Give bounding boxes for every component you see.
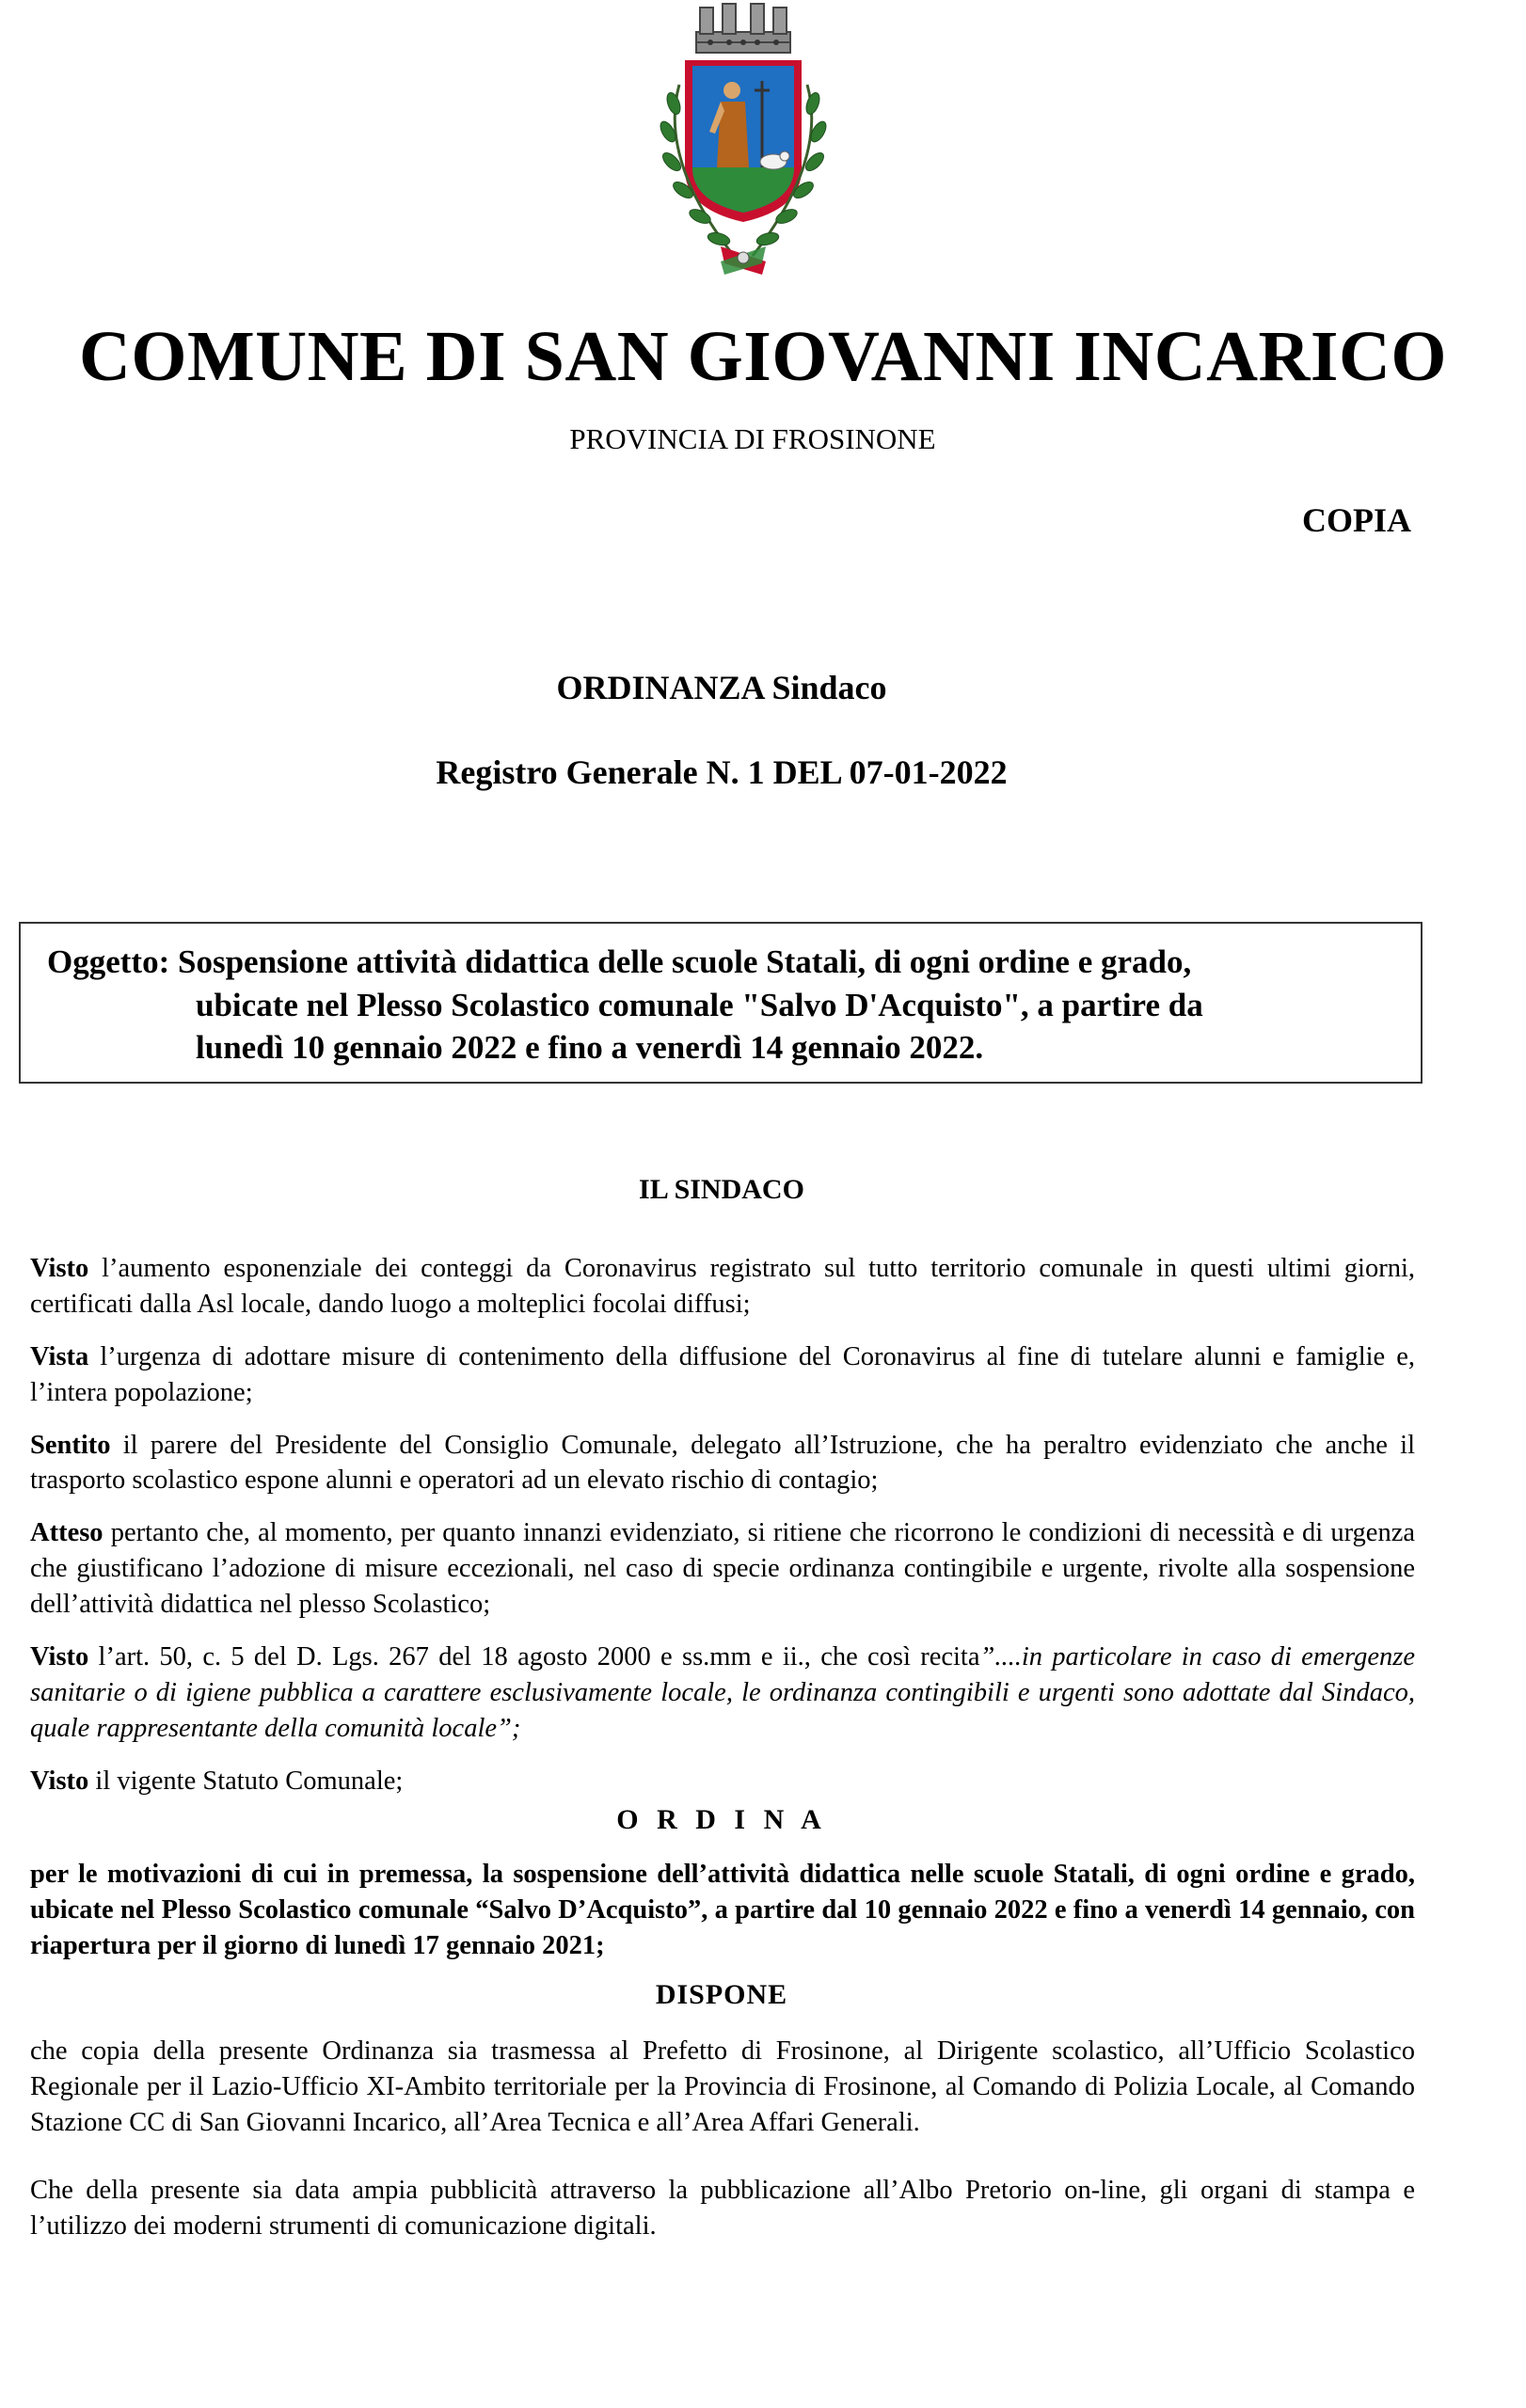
subject-label: Oggetto:	[47, 943, 170, 980]
registry-number: Registro Generale N. 1 DEL 07-01-2022	[436, 753, 1008, 791]
subject-line-2: ubicate nel Plesso Scolastico comunale "Salvo D'Acquisto", a partire da	[196, 986, 1203, 1023]
municipality-title: COMUNE DI SAN GIOVANNI INCARICO	[78, 317, 1447, 396]
premises-section	[30, 1251, 1415, 1799]
shield-icon	[685, 60, 802, 222]
dispose-paragraph-2: Che della presente sia data ampia pubblicità attraverso la pubblicazione all’Albo Pretorio on-line, gli organi di stampa e l’utilizzo dei moderni strumenti di comunicazione digitali.	[30, 2176, 1415, 2241]
copy-label: COPIA	[1302, 501, 1411, 539]
dispose-paragraph-1: che copia della presente Ordinanza sia trasmessa al Prefetto di Frosinone, al Dirigente scolastico, all’Ufficio Scolastico Regionale per il Lazio-Ufficio XI-Ambito territoriale per la Provincia di Frosinone, al Comando di Polizia Locale, al Comando Stazione CC di San Giovanni Incarico, all’Area Tecnica e all’Area Affari Generali.	[30, 2036, 1415, 2137]
premise-paragraph: Vista l’urgenza di adottare misure di contenimento della diffusione del Coronavirus al fine di tutelare alunni e famiglie e, l’intera popolazione;	[30, 1341, 1415, 1407]
authority-heading: IL SINDACO	[639, 1174, 804, 1205]
premise-paragraph: Atteso pertanto che, al momento, per quanto innanzi evidenziato, si ritiene che ricorrono le condizioni di necessità e di urgenza che giustificano l’adozione di misure eccezionali, nel caso di specie ordinanza contingibile e urgente, rivolte alla sospensione dell’attività didattica nel plesso Scolastico;	[30, 1518, 1415, 1620]
order-paragraph: per le motivazioni di cui in premessa, la sospensione dell’attività didattica nelle scuole Statali, di ogni ordine e grado, ubicate nel Plesso Scolastico comunale “Salvo D’Acquisto”, a partire dal 10 gennaio 2022 e fino a venerdì 14 gennaio, con riapertura per il giorno di lunedì 17 gennaio 2021;	[30, 1860, 1415, 1960]
subject-line-1: Oggetto: Sospensione attività didattica delle scuole Statali, di ogni ordine e grado,	[47, 943, 1192, 980]
ribbon-icon	[721, 246, 766, 275]
dispose-heading: DISPONE	[655, 1979, 788, 2010]
premise-paragraph: Visto l’aumento esponenziale dei conteggi da Coronavirus registrato sul tutto territorio comunale in questi ultimi giorni, certificati dalla Asl locale, dando luogo a molteplici focolai diffusi;	[30, 1254, 1415, 1319]
order-heading: O R D I N A	[616, 1804, 827, 1835]
premise-statute-paragraph: Visto il vigente Statuto Comunale;	[30, 1766, 404, 1796]
subject-line-3: lunedì 10 gennaio 2022 e fino a venerdì 14 gennaio 2022.	[196, 1029, 984, 1066]
premise-paragraph: Sentito il parere del Presidente del Consiglio Comunale, delegato all’Istruzione, che ha peraltro evidenziato che anche il trasporto scolastico espone alunni e operatori ad un elevato rischio di contagio;	[30, 1430, 1415, 1496]
premise-law-paragraph: Visto l’art. 50, c. 5 del D. Lgs. 267 del 18 agosto 2000 e ss.mm e ii., che così recita”....in particolare in caso di emergenze sanitarie o di igiene pubblica a carattere esclusivamente locale, le ordinanza contingibili e urgenti sono adottate dal Sindaco, quale rappresentante della comunità locale”;	[30, 1642, 1415, 1743]
crown-icon	[696, 4, 790, 53]
coat-of-arms-emblem	[630, 0, 856, 292]
province-name: PROVINCIA DI FROSINONE	[569, 422, 936, 455]
subject-box	[19, 922, 1423, 1084]
document-type: ORDINANZA Sindaco	[556, 669, 887, 706]
